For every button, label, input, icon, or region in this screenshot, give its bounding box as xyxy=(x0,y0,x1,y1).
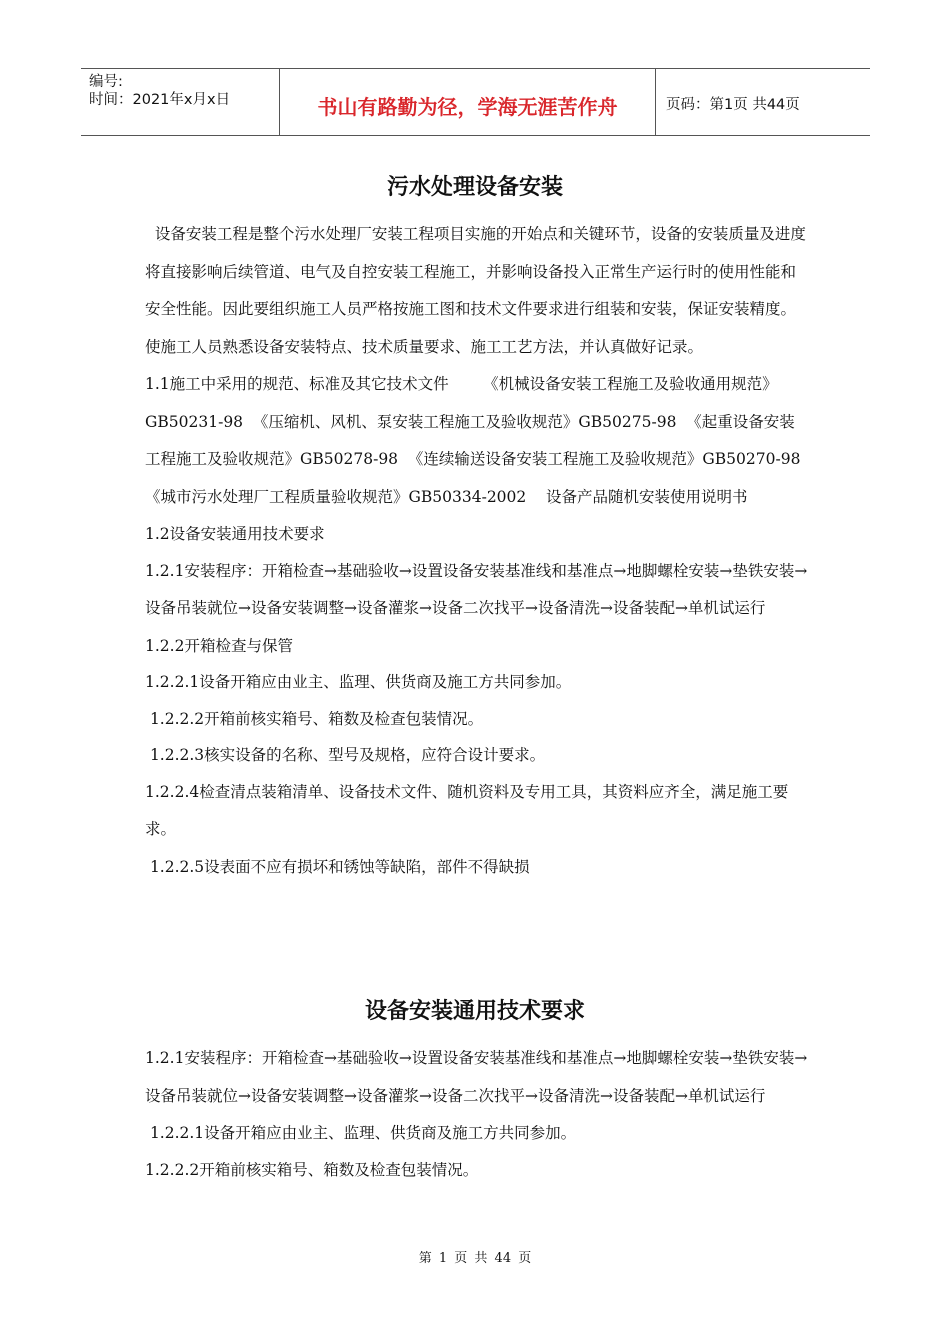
section-1-2: 1.2设备安装通用技术要求 xyxy=(145,525,325,543)
repeat-1-2-2-1: 1.2.2.1设备开箱应由业主、监理、供货商及施工方共同参加。 xyxy=(145,1124,577,1142)
document-title: 污水处理设备安装 xyxy=(386,174,563,200)
motto: 书山有路勤为径，学海无涯苦作舟 xyxy=(280,69,656,135)
date-label: 时间：2021年x月x日 xyxy=(89,92,231,108)
page-info: 页码：第1页 共44页 xyxy=(666,96,800,113)
header-table xyxy=(81,68,870,136)
section-1-1: 1.1施工中采用的规范、标准及其它技术文件 《机械设备安装工程施工及验收通用规范》GB50231-98 《压缩机、风机、泵安装工程施工及验收规范》GB50275-98 《起重设备安装工程施工及验收规范》GB50278-98 《连续输送设备安装工程施工及验收规范》GB50270-98 《城市污水处理厂工程质量验收规范》GB50334-2002 设备产品随机安装使用说明书 xyxy=(145,375,811,506)
section-1-2-2-5: 1.2.2.5设表面不应有损坏和锈蚀等缺陷，部件不得缺损 xyxy=(145,857,530,876)
repeat-1-2-1: 1.2.1安装程序：开箱检查→基础验收→设置设备安装基准线和基准点→地脚螺栓安装→垫铁安装→设备吊装就位→设备安装调整→设备灌浆→设备二次找平→设备清洗→设备装配→单机试运行 xyxy=(145,1049,808,1105)
section-1-2-1: 1.2.1安装程序：开箱检查→基础验收→设置设备安装基准线和基准点→地脚螺栓安装→垫铁安装→设备吊装就位→设备安装调整→设备灌浆→设备二次找平→设备清洗→设备装配→单机试运行 xyxy=(145,561,808,617)
section-1-2-2-4: 1.2.2.4检查清点装箱清单、设备技术文件、随机资料及专用工具，其资料应齐全，满足施工要求。 xyxy=(145,782,789,838)
section-1-2-2: 1.2.2开箱检查与保管 xyxy=(145,636,293,655)
header-meta xyxy=(81,69,280,135)
section-main xyxy=(145,216,810,885)
section-1-2-2-1: 1.2.2.1设备开箱应由业主、监理、供货商及施工方共同参加。 xyxy=(145,673,572,691)
code-label: 编号: xyxy=(89,74,123,90)
section-1-2-2-3: 1.2.2.3核实设备的名称、型号及规格，应符合设计要求。 xyxy=(145,746,546,764)
section-repeat xyxy=(145,1040,810,1188)
section-1-2-2-2: 1.2.2.2开箱前核实箱号、箱数及检查包装情况。 xyxy=(145,709,484,728)
section-title-2: 设备安装通用技术要求 xyxy=(364,998,585,1024)
intro-paragraph: 设备安装工程是整个污水处理厂安装工程项目实施的开始点和关键环节，设备的安装质量及进度将直接影响后续管道、电气及自控安装工程施工，并影响设备投入正常生产运行时的使用性能和安全性能。因此要组织施工人员严格按施工图和技术文件要求进行组装和安装，保证安装精度。使施工人员熟悉设备安装特点、技术质量要求、施工工艺方法，并认真做好记录。 xyxy=(145,225,806,356)
page-footer: 第 1 页 共 44 页 xyxy=(418,1251,532,1266)
repeat-1-2-2-2: 1.2.2.2开箱前核实箱号、箱数及检查包装情况。 xyxy=(145,1160,479,1179)
